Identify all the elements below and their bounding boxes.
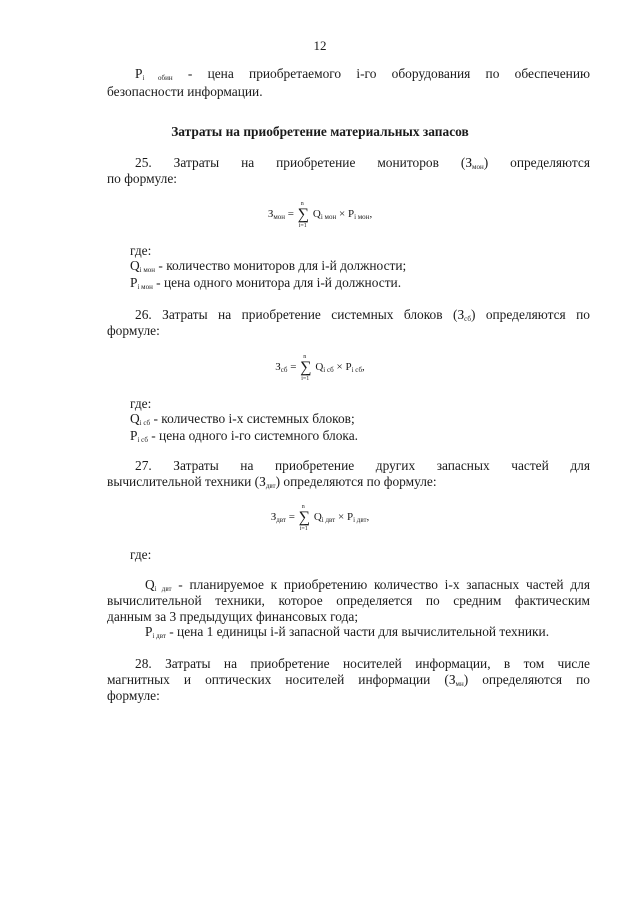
sum-symbol: ∑ n i=1 xyxy=(297,201,310,229)
item28-line-3: формуле: xyxy=(107,688,160,703)
intro-line-1 xyxy=(107,66,590,81)
item25-def-2: $P_{i мон}$ - цена одного монитора для i-й должности. xyxy=(130,275,402,291)
item27-def-1: $Q_{i двт}$ - планируемое к приобретению количество i-х запасных частей для xyxy=(145,577,590,593)
item25-line-2: по формуле: xyxy=(107,171,177,186)
formula-system-blocks: $З_{сб}$ = ∑ n i=1 $Q_{i сб} \times P_{i сб}$, xyxy=(275,354,365,382)
intro-line-2: безопасности информации. xyxy=(107,84,263,99)
item28-line-2: магнитных и оптических носителей информации $(З_{мн})$ определяются по xyxy=(107,672,590,688)
item25-def-1: $Q_{i мон}$ - количество мониторов для i-й должности; xyxy=(130,258,407,274)
item28-line-1: 28. Затраты на приобретение носителей информации, в том числе xyxy=(135,656,590,671)
intro-text: - цена приобретаемого i-го оборудования по обеспечению xyxy=(187,66,591,81)
item27-line-2: вычислительной техники $(З_{двт})$ определяются по формуле: xyxy=(107,474,437,490)
item26-def-2: $P_{i сб}$ - цена одного i-го системного блока. xyxy=(130,428,359,444)
sum-symbol: ∑ n i=1 xyxy=(300,354,312,382)
intro-var: $P_{i обин}$ xyxy=(135,66,173,82)
item25-line-1: 25. Затраты на приобретение мониторов $(З_{мон})$ определяются xyxy=(135,155,590,171)
sum-symbol: ∑ n i=1 xyxy=(298,504,311,532)
formula-spare-parts: $З_{двт}$ = ∑ n i=1 $Q_{i двт} \times P_{i двт}$, xyxy=(270,504,370,532)
item27-where: где: xyxy=(130,547,152,562)
page-number: 12 xyxy=(313,38,327,53)
item26-line-1: 26. Затраты на приобретение системных блоков $(З_{сб})$ определяются по xyxy=(135,307,590,323)
item27-def-1-line-2: вычислительной техники, которое определяется по средним фактическим xyxy=(107,593,590,608)
item26-where: где: xyxy=(130,396,152,411)
formula-monitors: $З_{мон}$ = ∑ n i=1 $Q_{i мон} \times P_{i мон}$, xyxy=(267,201,373,229)
section-title: Затраты на приобретение материальных запасов xyxy=(171,124,469,139)
item26-line-2: формуле: xyxy=(107,323,160,338)
item27-def-2: $P_{i двт}$ - цена 1 единицы i-й запасной части для вычислительной техники. xyxy=(145,624,550,640)
item27-line-1: 27. Затраты на приобретение других запасных частей для xyxy=(135,458,590,473)
item26-def-1: $Q_{i сб}$ - количество i-х системных блоков; xyxy=(130,411,355,427)
item27-def-1-line-3: данным за 3 предыдущих финансовых года; xyxy=(107,609,359,624)
item25-where: где: xyxy=(130,243,152,258)
